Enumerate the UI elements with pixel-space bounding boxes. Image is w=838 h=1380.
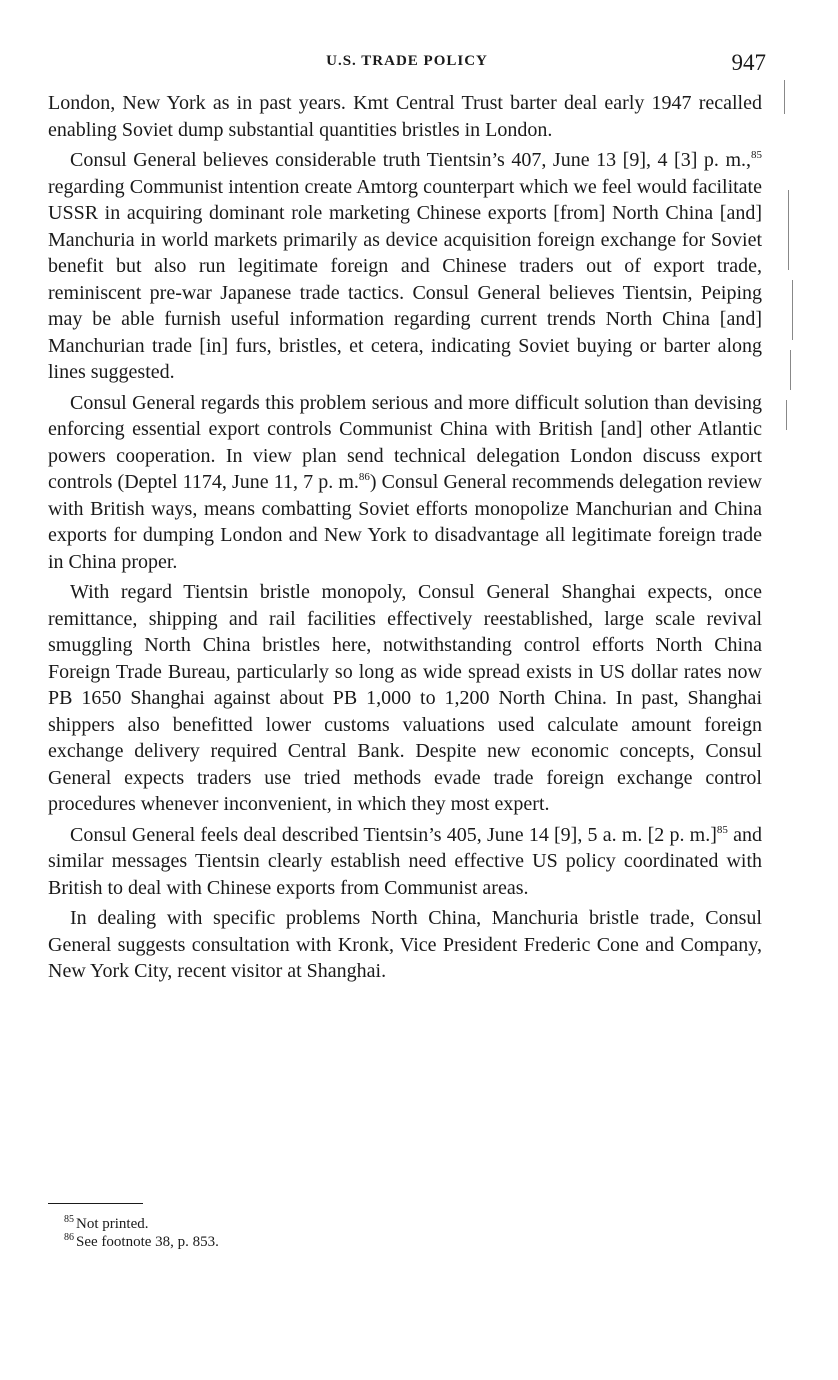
paragraph-3 bbox=[48, 390, 762, 576]
paragraph-3-text-before: Consul General regards this problem serious and more difficult solution than devising enforcing essential export controls Communist China with British [and] other Atlantic powers cooperation. In view plan send technical delegation London discuss export controls (Deptel 1174, June 11, 7 p. m. bbox=[48, 391, 762, 493]
paragraph-4-text: With regard Tientsin bristle monopoly, Consul General Shanghai expects, once remittance, shipping and rail facilities effectively reestablished, large scale revival smuggling North China bristles here, notwithstanding control efforts North China Foreign Trade Bureau, particularly so long as wide spread exists in US dollar rates now PB 1650 Shanghai against about PB 1,000 to 1,200 North China. In past, Shanghai shippers also benefitted lower customs valuations used calculate amount foreign exchange delivery required Central Bank. Despite new economic concepts, Consul General expects traders use tried methods evade trade foreign exchange control procedures whenever inconvenient, in which they most expert. bbox=[48, 581, 762, 815]
footnotes bbox=[64, 1215, 219, 1251]
paragraph-5-text-after: and similar messages Tientsin clearly establish need effective US policy coordinated with British to deal with Chinese exports from Communist areas. bbox=[48, 823, 762, 899]
footnote-text: See footnote 38, p. 853. bbox=[76, 1234, 219, 1250]
footnote-mark: 86 bbox=[64, 1232, 74, 1243]
footnote-ref-86[interactable]: 86 bbox=[358, 471, 370, 483]
paragraph-5 bbox=[48, 822, 762, 902]
footnote-86 bbox=[64, 1233, 219, 1251]
paragraph-6-text: In dealing with specific problems North China, Manchuria bristle trade, Consul General suggests consultation with Kronk, Vice President Frederic Cone and Company, New York City, recent visitor at Shanghai. bbox=[48, 907, 762, 982]
paragraph-2-text-before: Consul General believes considerable truth Tientsin’s 407, June 13 [9], 4 [3] p. m., bbox=[70, 149, 751, 171]
paragraph-1 bbox=[48, 90, 762, 143]
paragraph-2 bbox=[48, 147, 762, 386]
paragraph-3-text-after: ) Consul General recommends delegation review with British ways, means combatting Soviet efforts monopolize Manchurian and China exports for dumping London and New York to disadvantage all legitimate foreign trade in China proper. bbox=[48, 471, 762, 573]
margin-marks bbox=[772, 80, 802, 480]
body-text bbox=[48, 90, 762, 985]
footnote-text: Not printed. bbox=[76, 1216, 149, 1232]
footnote-ref-85[interactable]: 85 bbox=[751, 149, 762, 161]
running-head bbox=[48, 50, 766, 80]
running-title: U.S. TRADE POLICY bbox=[326, 53, 488, 69]
footnote-mark: 85 bbox=[64, 1214, 74, 1225]
footnote-ref-85-second[interactable]: 85 bbox=[716, 823, 728, 836]
footnote-divider bbox=[48, 1203, 143, 1204]
paragraph-5-text-before: Consul General feels deal described Tientsin’s 405, June 14 [9], 5 a. m. [2 p. m.] bbox=[70, 823, 717, 846]
paragraph-4 bbox=[48, 579, 762, 818]
paragraph-2-text-after: regarding Communist intention create Amtorg counterpart which we feel would facilitate USSR in acquiring dominant role marketing Chinese exports [from] North China [and] Manchuria in world markets primarily as device acquisition foreign exchange for Soviet benefit but also run legitimate foreign and Chinese traders out of export trade, reminiscent pre-war Japanese trade tactics. Consul General believes Tientsin, Peiping may be able furnish useful information regarding current trends North China [and] Manchurian trade [in] furs, bristles, et cetera, indicating Soviet buying or barter along lines suggested. bbox=[48, 175, 762, 383]
page-number: 947 bbox=[731, 50, 766, 75]
paragraph-6 bbox=[48, 905, 762, 985]
paragraph-1-text: London, New York as in past years. Kmt Central Trust barter deal early 1947 recalled enabling Soviet dump substantial quantities bristles in London. bbox=[48, 92, 762, 141]
footnote-85 bbox=[64, 1215, 219, 1233]
